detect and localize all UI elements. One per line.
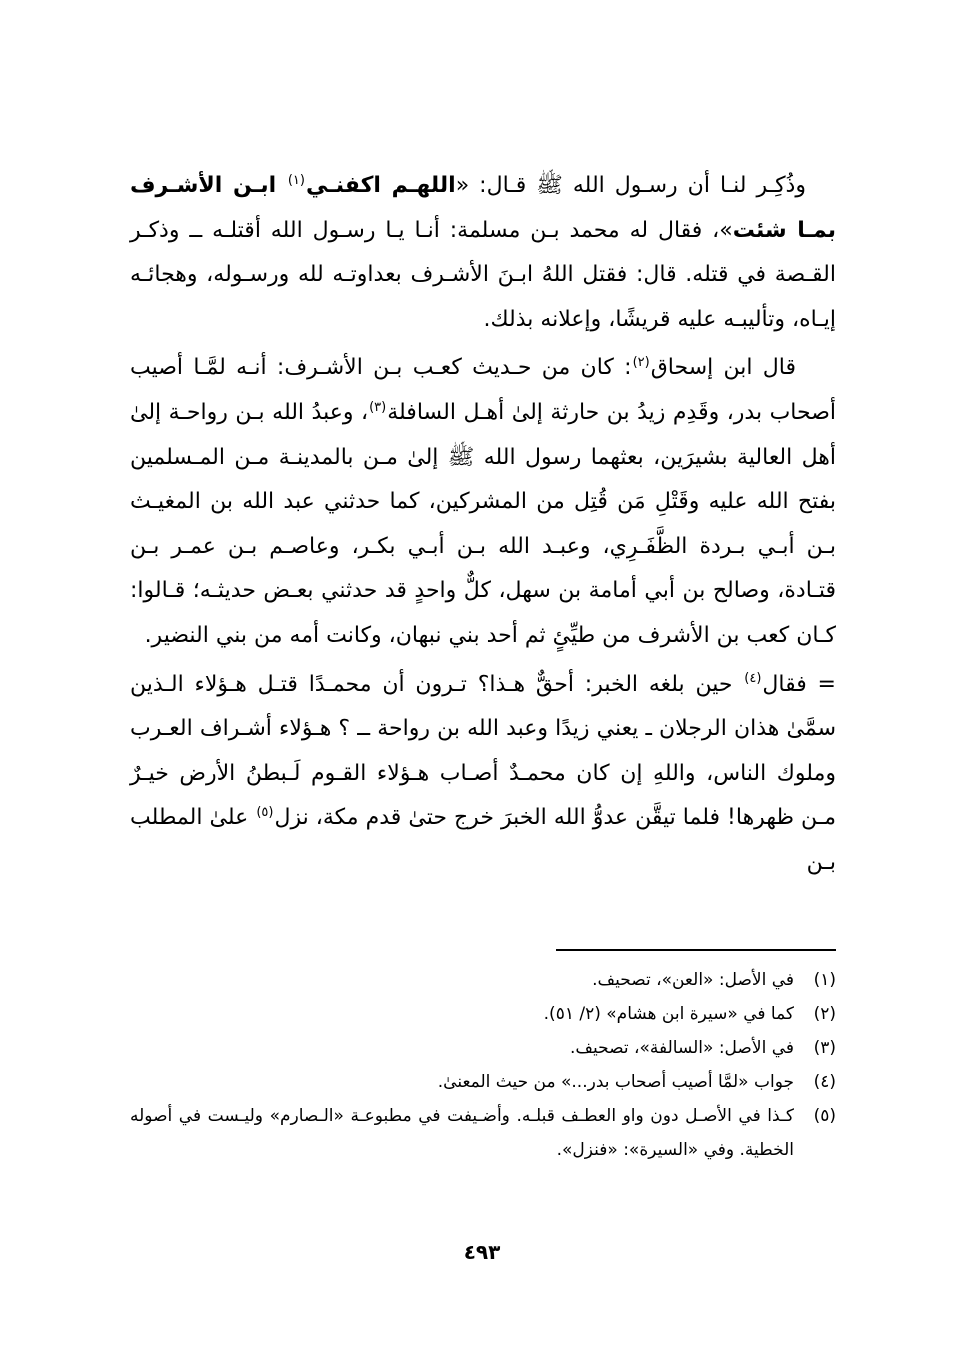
footnote-5	[130, 1099, 836, 1167]
footnote-4	[130, 1065, 836, 1099]
footnote-separator	[556, 949, 836, 951]
footnote-text: في الأصل: «العن»، تصحيف.	[592, 970, 794, 990]
footnote-ref-5: (٥)	[256, 804, 274, 820]
footnotes	[130, 963, 836, 1167]
footnote-number: (٢)	[813, 1004, 836, 1024]
paragraph-3	[130, 663, 836, 886]
footnote-number: (٤)	[813, 1072, 836, 1092]
page-number: ٤٩٣	[463, 1240, 501, 1264]
paragraph-1-text-d: »، فقال له محمد بـن مسلمة: أنـا يـا رسـول الله أقتلـه ــ وذكـر القـصة في قتله. قال: فقتل اللهُ ابـنَ الأشـرف بعداوتـه لله ورسـوله، وهجائـه إيـاه، وتأليبـه عليه قريشًا، وإعلانه بذلك.	[130, 217, 836, 332]
paragraph-2-text-c: ، وعبدُ الله بـن رواحـة إلىٰ أهل العالية بشيرَين، بعثهما رسول الله ﷺ إلىٰ مـن بالمدينـة مـن المـسلمين بفتح الله عليه وقَتْلِ مَن قُتِل من المشركين، كما حدثني عبد الله بن المغيـث بـن أبـي بـردة الظَّفَـرِي، وعبـد الله بـن أبـي بكـر، وعاصـم بـن عمـر بـن قتـادة، وصالح بن أبي أمامة بن سهل، كلٌّ واحدٍ قد حدثني بعـض حديثـه؛ قـالوا: كـان كعب بن الأشرف من طيِّئٍ ثم أحد بني نبهان، وكانت أمه من بني النضير.	[130, 399, 836, 648]
footnote-3	[130, 1031, 836, 1065]
paragraph-3-text-a: = فقال	[762, 671, 836, 697]
footnote-ref-4: (٤)	[744, 671, 762, 687]
footnote-text: كـذا في الأصـل دون واو العطـف قبلـه. وأضـيفت في مطبوعـة «الـصارم» وليـست في أصوله الخطية. وفي «السيرة»: «فنزل».	[130, 1106, 794, 1160]
footnote-text: جواب «لمَّا أصيب أصحاب بدر...» من حيث المعنىٰ.	[437, 1072, 794, 1092]
footnote-number: (٣)	[813, 1038, 836, 1058]
paragraph-2-text-a: قال ابن إسحاق	[650, 355, 796, 381]
footnote-text: كما في «سيرة ابن هشام» (٢/ ٥١).	[543, 1004, 794, 1024]
footnote-text: في الأصل: «السالفة»، تصحيف.	[570, 1038, 794, 1058]
paragraph-2	[130, 346, 836, 658]
paragraph-1	[130, 164, 836, 342]
paragraph-3-text-b: حين بلغه الخبر: أحقٌّ هـذا؟ تـرون أن محمـدًا قتـل هـؤلاء الـذين سمَّىٰ هذان الرجلان ـ يعني زيدًا وعبد الله بن رواحة ــ ؟ هـؤلاء أشـراف العـرب وملوك الناس، واللهِ إن كان محمـدٌ أصـاب هـؤلاء القـوم لَـبطنُ الأرض خيـرٌ مـن ظهرها! فلما تيقَّن عدوُّ الله الخبرَ خرج حتىٰ قدم مكة، نزل	[130, 671, 836, 831]
paragraph-1-text-a: وذُكِـر لنـا أن رسـول الله ﷺ قـال: «	[455, 173, 806, 198]
footnote-ref-1: (١)	[287, 172, 305, 188]
paragraph-1-quote-bold: اللهـم اكفنـي	[305, 173, 456, 198]
paragraph-2-text-b: : كان من حـديث كعـب بـن الأشـرف: أنـه لمَّـا أصيب أصحاب بدر، وقَدِم زيدُ بن حارثة إلىٰ أهـل السافلة	[130, 355, 836, 425]
paragraph-3-text-c: علىٰ المطلب بـن	[130, 805, 836, 875]
footnote-ref-3: (٣)	[369, 399, 387, 415]
footnote-number: (١)	[813, 970, 836, 990]
footnote-ref-2: (٢)	[632, 355, 650, 371]
footnote-number: (٥)	[813, 1106, 836, 1126]
paragraph-1-quote-bold-2: ابـن الأشـرف بمـا شئت	[130, 173, 836, 243]
footnote-1	[130, 963, 836, 997]
footnote-2	[130, 997, 836, 1031]
main-text	[130, 164, 836, 890]
